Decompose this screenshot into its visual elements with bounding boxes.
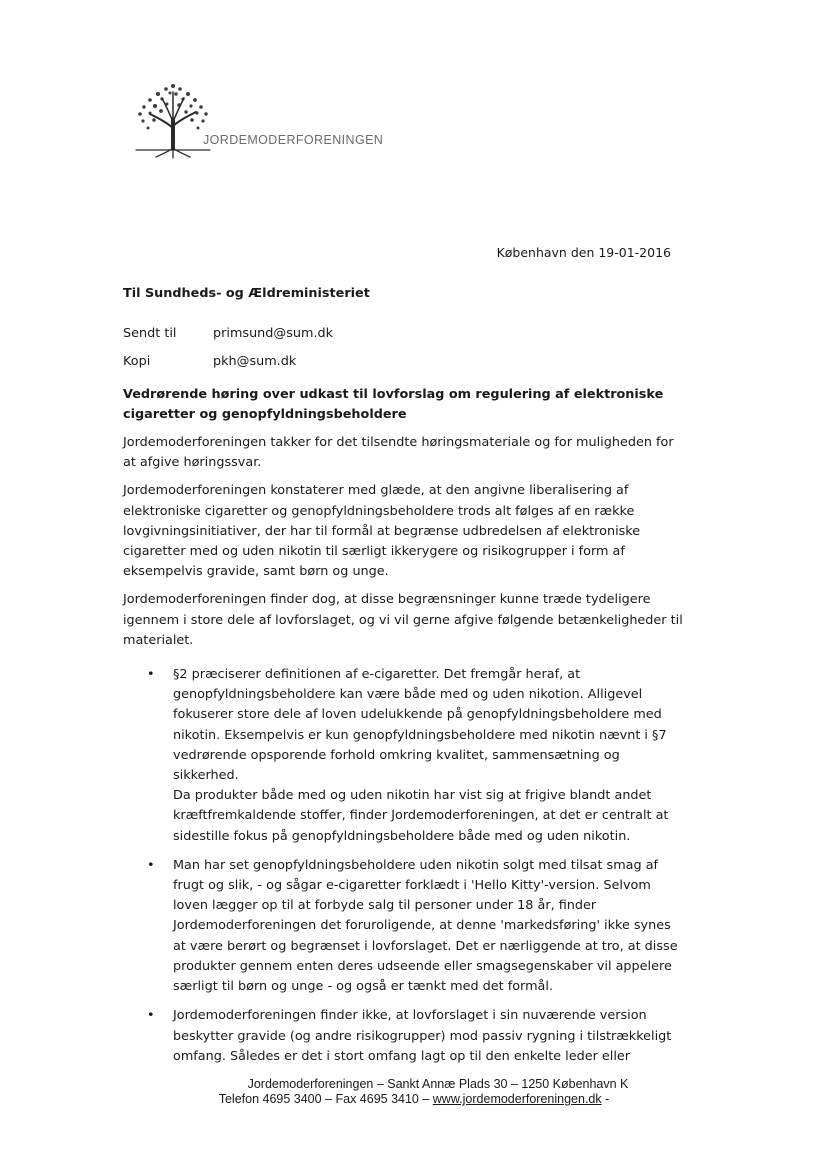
copy-email: pkh@sum.dk (213, 354, 297, 370)
sent-to-label: Sendt til (123, 326, 177, 342)
bullet-list (123, 665, 683, 1067)
bullet-icon: • (147, 857, 155, 873)
copy-row (123, 352, 683, 372)
website-link[interactable]: www.jordemoderforeningen.dk (432, 1092, 602, 1106)
letter-date: København den 19-01-2016 (496, 245, 671, 260)
list-item (123, 856, 683, 997)
list-item-text: Jordemoderforeningen finder ikke, at lovforslaget i sin nuværende version beskytter gravide (og andre risikogrupper) mod passiv rygning i tilstrækkeligt omfang. Således er det i stort omfang lagt op til den enkelte leder eller (173, 1008, 672, 1064)
tree-logo-icon (128, 78, 218, 160)
list-item-text: Man har set genopfyldningsbeholdere uden nikotin solgt med tilsat smag af frugt og slik, - og sågar e-cigaretter forklædt i 'Hello Kitty'-version. Selvom loven lægger op til at forbyde salg til personer under 18 år, finder Jordemoderforeningen det foruroligende, at denne 'markedsføring' ikke synes at være berørt og begrænset i lovforslaget. Det er nærliggende at tro, at disse produkter gennem enten deres udseende eller smagsegenskaber vil appelere særligt til børn og unge - og også er tænkt med det formål. (173, 857, 678, 995)
sent-to-email: primsund@sum.dk (213, 326, 334, 342)
paragraph: Jordemoderforeningen takker for det tilsendte høringsmateriale og for muligheden for at afgive høringssvar. (123, 435, 674, 471)
footer-address: Jordemoderforeningen – Sankt Annæ Plads 30 – 1250 København K (247, 1077, 629, 1091)
subject-heading: Vedrørende høring over udkast til lovforslag om regulering af elektroniske cigaretter og genopfyldningsbeholdere (123, 386, 664, 422)
recipient-line: Til Sundheds- og Ældreministeriet (123, 286, 370, 301)
paragraph: Jordemoderforeningen finder dog, at disse begrænsninger kunne træde tydeligere igennem i store dele af lovforslaget, og vi vil gerne afgive følgende betænkeligheder til materialet. (123, 592, 683, 648)
footer-phone-fax: Telefon 4695 3400 – Fax 4695 3410 – (218, 1092, 433, 1106)
paragraph: Jordemoderforeningen konstaterer med glæde, at den angivne liberalisering af elektroniske cigaretter og genopfyldningsbeholdere trods alt følges af en række lovgivningsinitiativer, der har til formål at begrænse udbredelsen af elektroniske cigaretter med og uden nikotin til særligt ikkerygere og risikogrupper i form af eksempelvis gravide, samt børn og unge. (123, 483, 641, 580)
sent-to-row (123, 324, 683, 344)
bullet-icon: • (147, 1008, 155, 1024)
bullet-icon: • (147, 667, 155, 683)
list-item (123, 1006, 683, 1067)
footer-suffix: - (601, 1092, 610, 1106)
footer-contact (0, 1090, 828, 1109)
organization-name: JORDEMODERFORENINGEN (203, 133, 384, 147)
letter-body (123, 284, 683, 1076)
list-item-text: §2 præciserer definitionen af e-cigaretter. Det fremgår heraf, at genopfyldningsbeholdere kan være både med og uden nikotion. Alligevel fokuserer store dele af loven udelukkende på genopfyldningsbeholdere med nikotin. Eksempelvis er kun genopfyldningsbeholdere med nikotin nævnt i §7 vedrørende opsporende forhold omkring kvalitet, sammensætning og sikkerhed. (173, 667, 667, 784)
list-item-text: Da produkter både med og uden nikotin har vist sig at frigive blandt andet kræftfremkaldende stoffer, finder Jordemoderforeningen, at det er centralt at sidestille fokus på genopfyldningsbeholdere både med og uden nikotin. (173, 788, 669, 844)
copy-label: Kopi (123, 354, 151, 370)
list-item (123, 665, 683, 847)
